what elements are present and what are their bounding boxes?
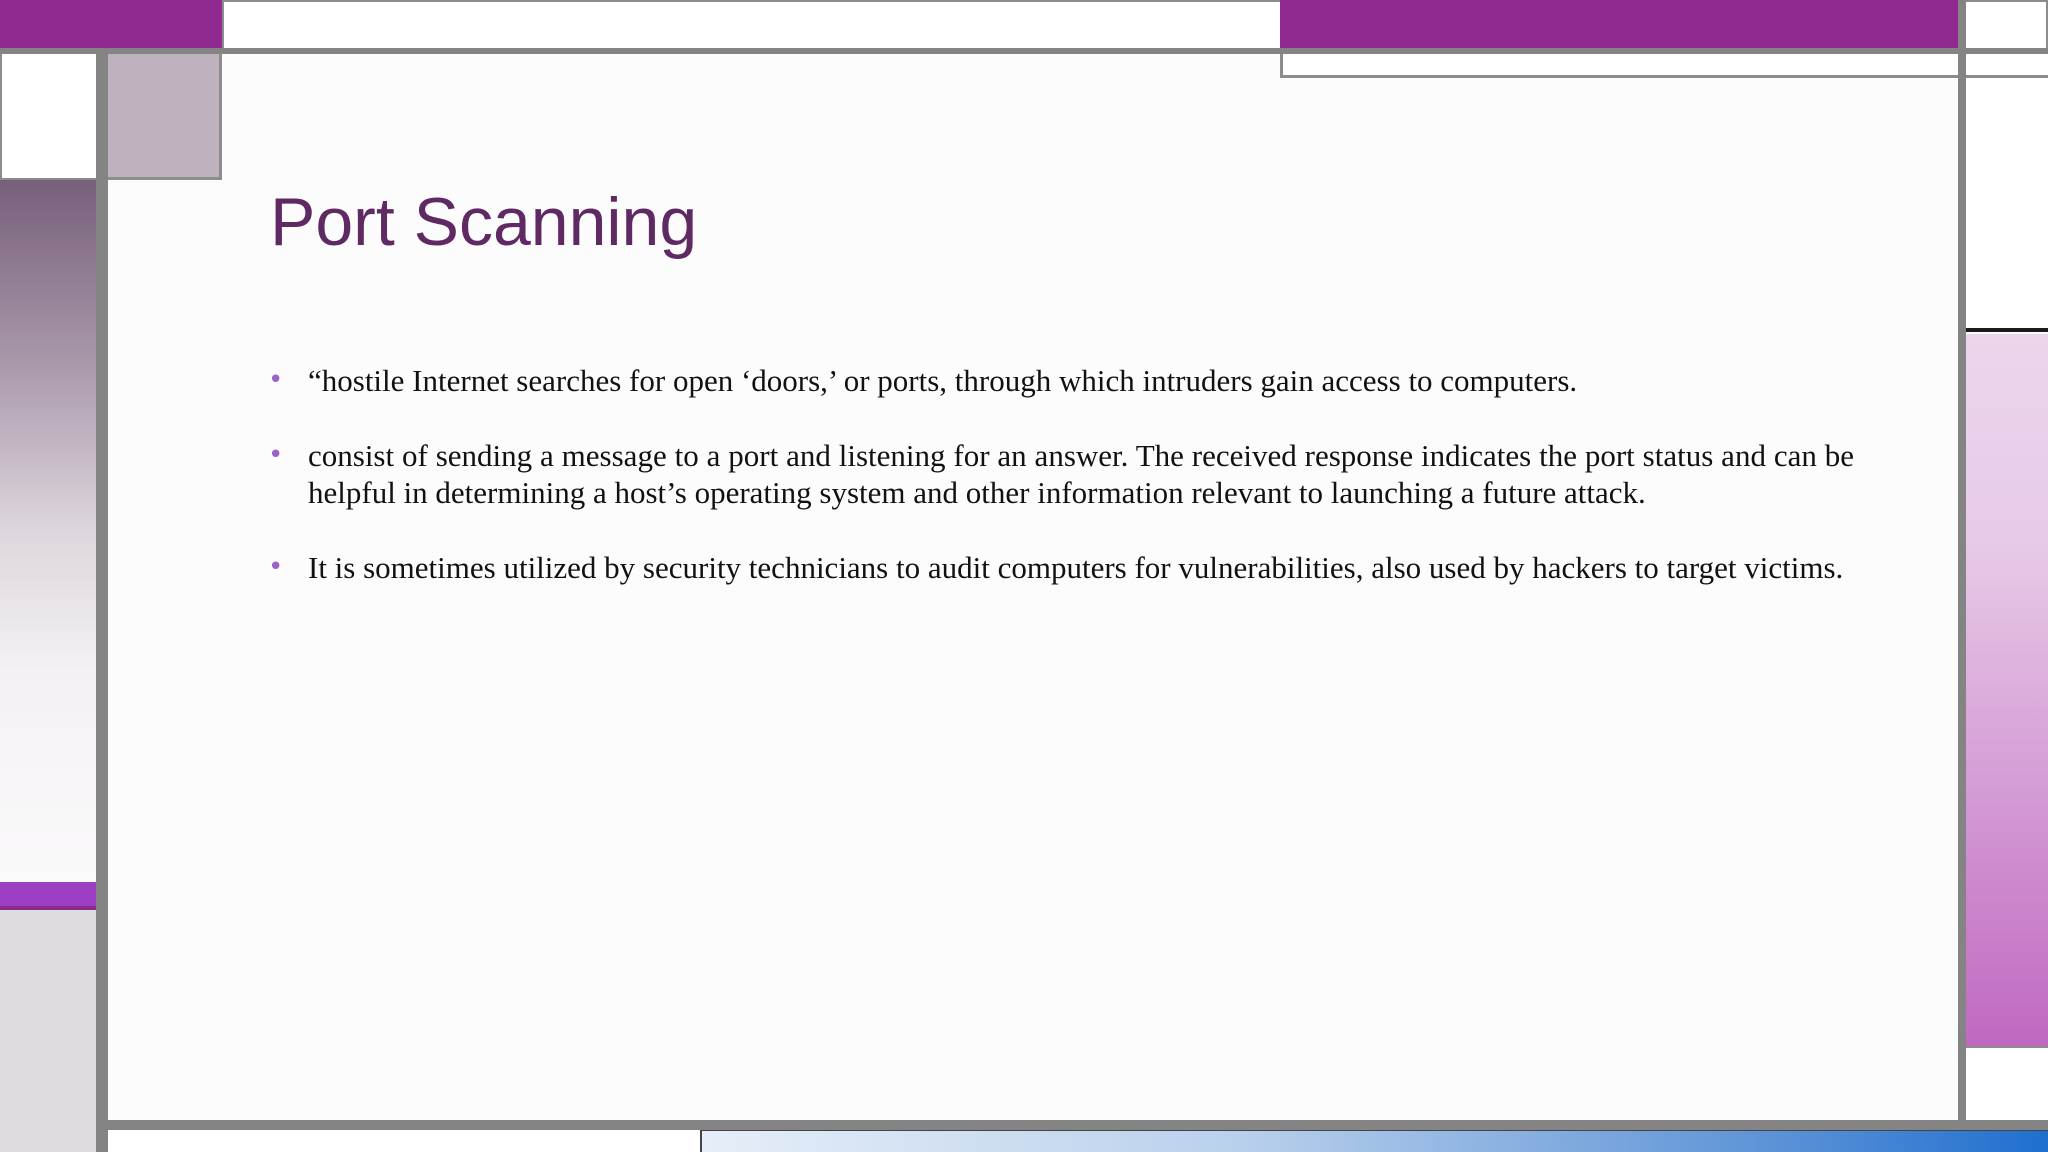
decor-bottom-white-strip [108,1130,700,1152]
decor-bottom-blue-gradient [700,1130,2048,1152]
bullet-dot-icon: • [268,552,284,582]
bullet-dot-icon: • [268,365,284,395]
decor-top-left-white-box [0,54,98,180]
decor-right-white-bottom [1966,1048,2048,1130]
bullet-item [268,437,1854,511]
bullet-item [268,549,1854,586]
bullet-text: It is sometimes utilized by security technicians to audit computers for vulnerabilities, also used by hackers to target victims. [308,550,1844,585]
decor-top-white-strip [222,0,1280,50]
bullet-text: “hostile Internet searches for open ‘doors,’ or ports, through which intruders gain access to computers. [308,363,1578,398]
decor-top-left-mauve-square [108,54,222,180]
decor-top-right-underbox [1280,54,2048,78]
decor-top-right-white-block [1962,0,2048,50]
decor-bottom-rule [96,1120,2048,1130]
slide-title: Port Scanning [270,184,698,260]
bullet-list [268,362,1854,624]
decor-right-pink-gradient [1966,334,2048,1048]
decor-left-gradient-column [0,180,98,882]
bullet-text: consist of sending a message to a port and listening for an answer. The received response indicates the port status and can be helpful in determining a host’s operating system and other information relevant to launching a future attack. [308,438,1854,510]
decor-left-gray-block [0,910,98,1152]
bullet-item [268,362,1854,399]
decor-top-right-magenta-block [1280,0,1960,50]
decor-right-rule [1958,0,1966,1130]
decor-left-purple-accent [0,882,102,910]
decor-left-rule [96,54,108,1152]
decor-right-white-block [1966,78,2048,332]
bullet-dot-icon: • [268,440,284,470]
decor-top-left-magenta-block [0,0,222,50]
